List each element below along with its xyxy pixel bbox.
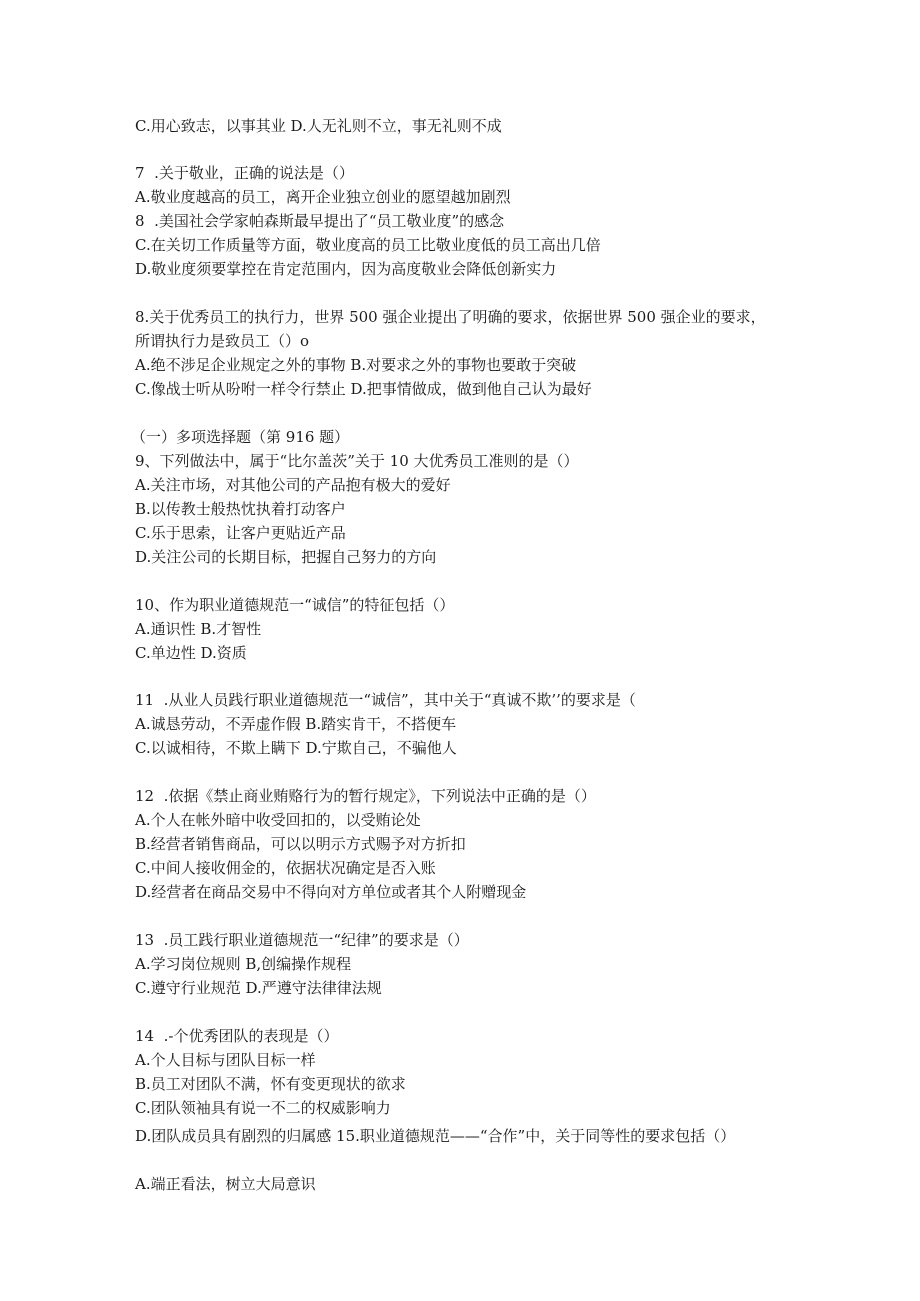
text-line: 8 .美国社会学家帕森斯最早提出了“员工敬业度”的感念 <box>135 212 505 230</box>
text-line: A.通识性 B.才智性 <box>135 620 262 638</box>
question-8-stem: 8.关于优秀员工的执行力，世界 500 强企业提出了明确的要求，依据世界 500 强企业的要求， <box>135 308 766 326</box>
text-line: C.乐于思索，让客户更贴近产品 <box>135 524 346 542</box>
text-line: C.遵守行业规范 D.严遵守法律律法规 <box>135 979 382 997</box>
text-line: C.在关切工作质量等方面，敬业度高的员工比敬业度低的员工高出几倍 <box>135 236 601 254</box>
text-line: A.敬业度越高的员工，离开企业独立创业的愿望越加剧烈 <box>135 188 511 206</box>
text-line: C.用心致志，以事其业 D.人无礼则不立，事无礼则不成 <box>135 117 502 135</box>
text-line: B.员工对团队不满，怀有变更现状的欲求 <box>135 1075 406 1093</box>
question-10-stem: 10、作为职业道德规范一“诚信”的特征包括（） <box>135 596 455 614</box>
text-line: B.以传教士般热忱执着打动客户 <box>135 500 346 518</box>
question-7-stem: 7 .关于敬业，正确的说法是（） <box>135 164 354 182</box>
text-line: A.端正看法，树立大局意识 <box>135 1175 316 1193</box>
text-line: D.关注公司的长期目标，把握自己努力的方向 <box>135 548 437 566</box>
text-line: D.经营者在商品交易中不得向对方单位或者其个人附赠现金 <box>135 883 527 901</box>
question-11-stem: 11 .从业人员践行职业道德规范一“诚信”，其中关于“真诚不欺’’的要求是（ <box>135 691 636 709</box>
section-heading: （一）多项选择题（第 916 题） <box>131 428 350 446</box>
question-14-stem: 14 .-个优秀团队的表现是（） <box>135 1027 339 1045</box>
text-line: A.学习岗位规则 B,创编操作规程 <box>135 955 352 973</box>
question-13-stem: 13 .员工践行职业道德规范一“纪律”的要求是（） <box>135 931 469 949</box>
text-line: A.个人目标与团队目标一样 <box>135 1051 316 1069</box>
text-line: C.中间人接收佣金的，依据状况确定是否入账 <box>135 859 436 877</box>
text-line: D.团队成员具有剧烈的归属感 15.职业道德规范——“合作”中，关于同等性的要求包括（） <box>135 1127 736 1145</box>
text-line: A.关注市场，对其他公司的产品抱有极大的爱好 <box>135 476 451 494</box>
text-line: B.经营者销售商品，可以以明示方式赐予对方折扣 <box>135 835 466 853</box>
text-line: C.单边性 D.资质 <box>135 644 247 662</box>
text-line: 所谓执行力是致员工（）o <box>135 332 310 350</box>
text-line: A.个人在帐外暗中收受回扣的，以受贿论处 <box>135 811 421 829</box>
question-12-stem: 12 .依据《禁止商业贿赂行为的暂行规定》，下列说法中正确的是（） <box>135 787 596 805</box>
text-line: D.敬业度须要掌控在肯定范围内，因为高度敬业会降低创新实力 <box>135 260 557 278</box>
text-line: C.以诚相待，不欺上瞒下 D.宁欺自己，不骗他人 <box>135 739 457 757</box>
text-line: C.团队领袖具有说一不二的权威影响力 <box>135 1099 391 1117</box>
text-line: C.像战士听从吩咐一样令行禁止 D.把事情做成，做到他自己认为最好 <box>135 380 592 398</box>
question-9-stem: 9、下列做法中，属于“比尔盖茨”关于 10 大优秀员工准则的是（） <box>135 452 579 470</box>
text-line: A.诚恳劳动，不弄虚作假 B.踏实肯干，不搭便车 <box>135 715 457 733</box>
text-line: A.绝不涉足企业规定之外的事物 B.对要求之外的事物也要敢于突破 <box>135 356 577 374</box>
